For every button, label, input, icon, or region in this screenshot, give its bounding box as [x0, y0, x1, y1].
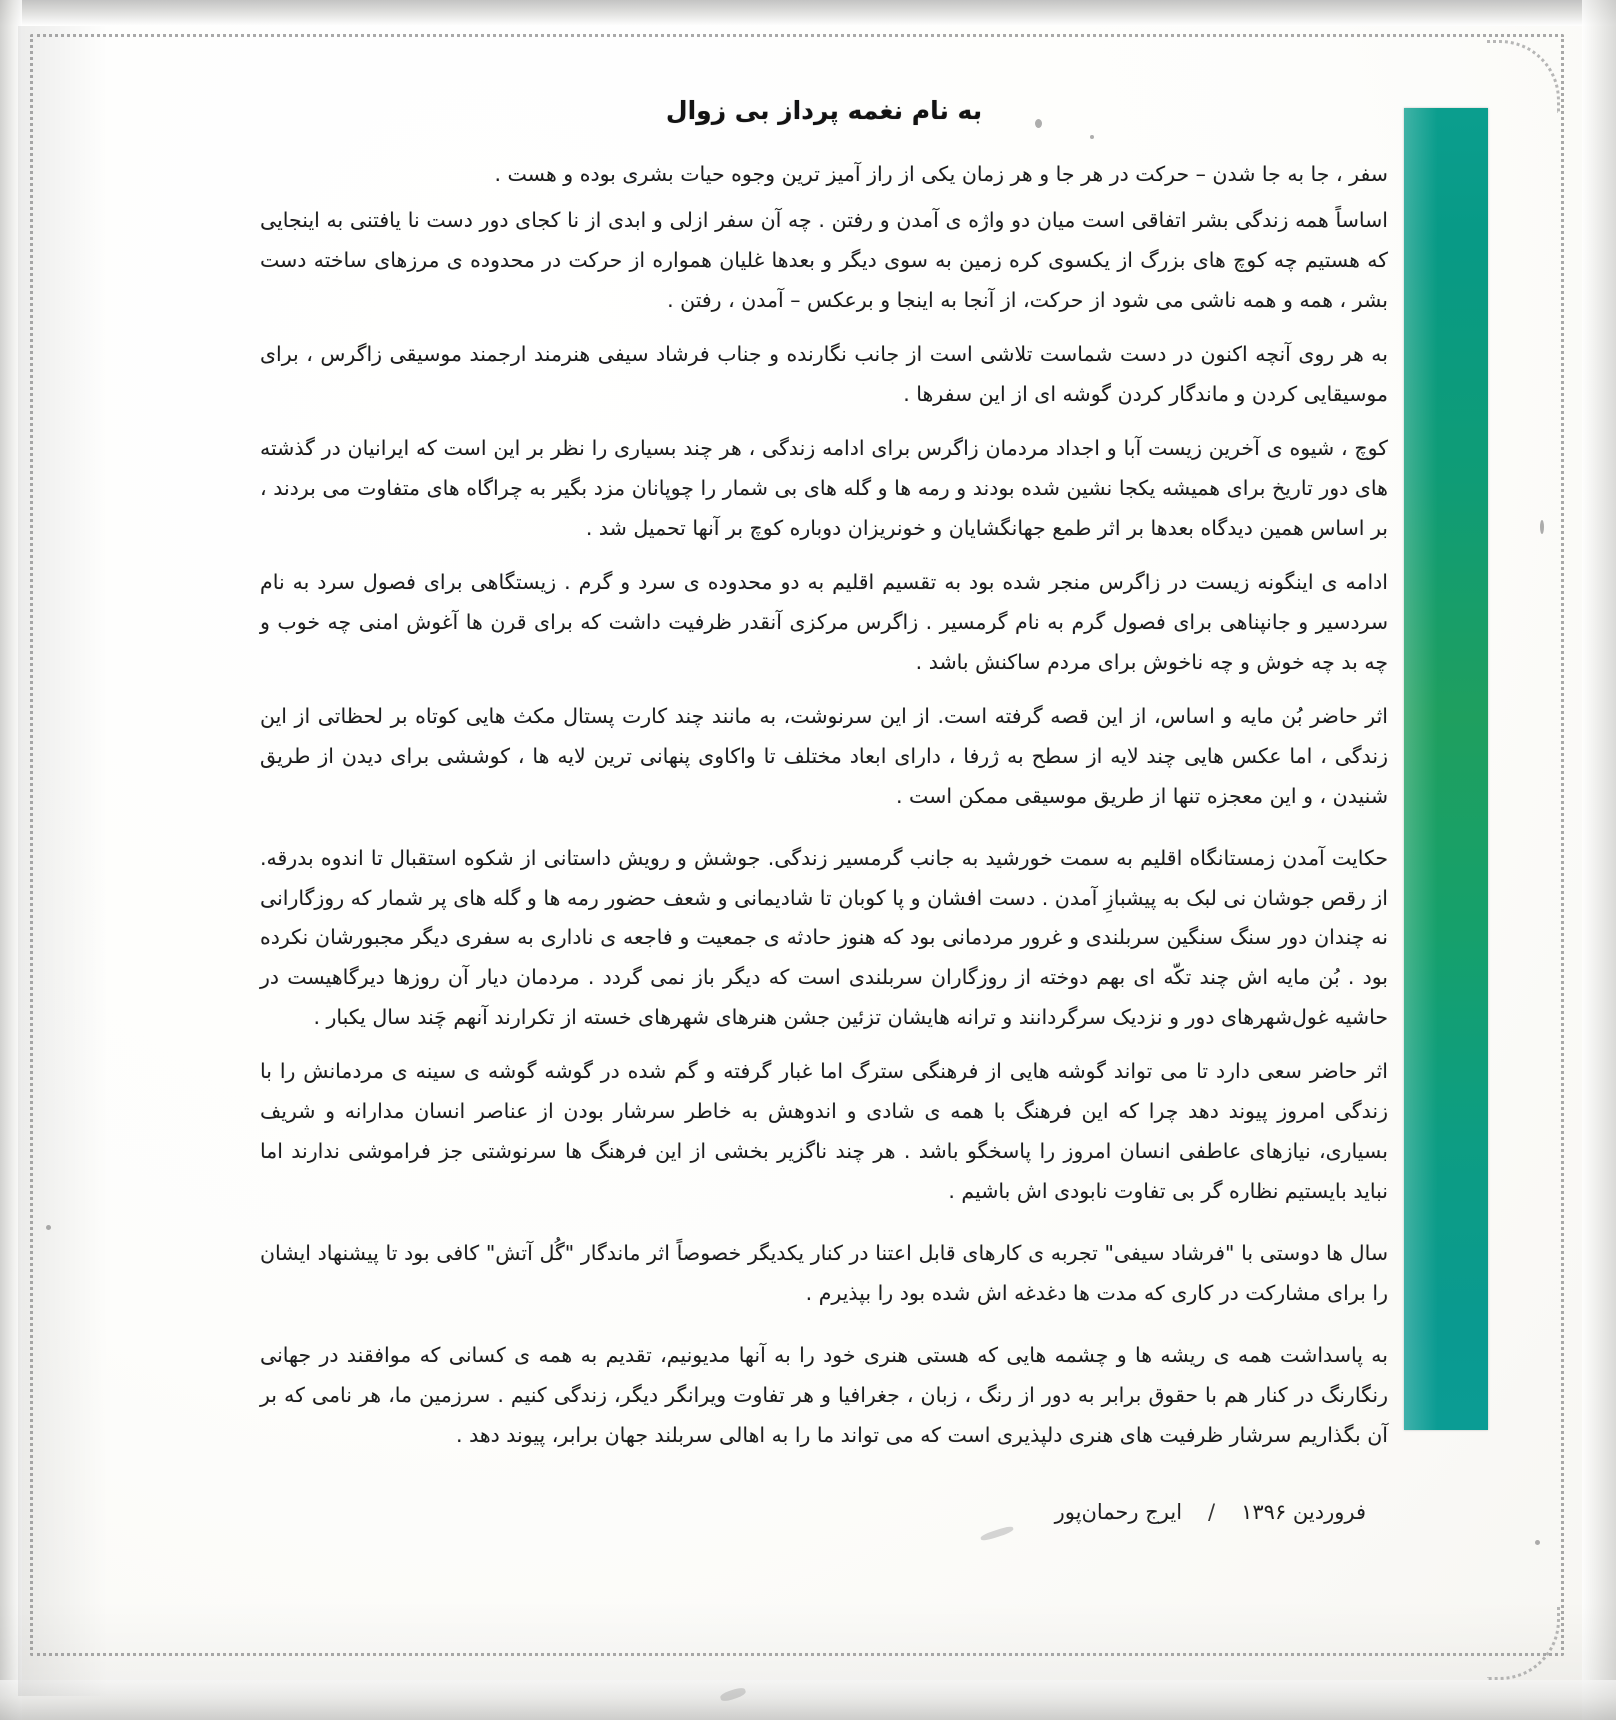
scan-edge-right	[1582, 0, 1616, 1720]
paragraph-7: حکایت آمدن زمستانگاه اقلیم به سمت خورشید به جانب گرمسیر زندگی. جوشش و رویش داستانی از شکوه استقبال تا اندوه بدرقه. از رقص جوشان نی لبک به پیشبازِ آمدن . دست افشان و پا کوبان تا شادیمانی و شعف حضور رمه ها و گله های پر شمار که روزگارانی نه چندان دور سنگ سنگین سربلندی و غرور مردمانی بود که هنوز حادثه ی جمعیت و فاجعه ی ناداری به سفری دیگر مجبورشان نکرده بود . بُن مایه اش چند تکّه ای بهم دوخته از روزگاران سربلندی است که دیگر باز نمی گردد . مردمان دیار آن روزها دیرگاهیست در حاشیه غول‌شهرهای دور و نزدیک سرگردانند و ترانه هایشان تزئین جشن هنرهای شهرهای خسته از تکرارند آنهم چَند سال یکبار .	[260, 845, 1388, 1030]
scan-edge-left	[0, 0, 22, 1720]
paragraph-4: کوچ ، شیوه ی آخرین زیست آبا و اجداد مردمان زاگرس برای ادامه زندگی ، هر چند بسیاری را نظر بر این است که ایرانیان در گذشته های دور تاریخ برای همیشه یکجا نشین شده بودند و رمه ها و گله های بی شمار را چوپانان مزد بگیر به چراگاه های متفاوت می بردند ، بر اساس همین دیدگاه بعدها بر اثر طمع جهانگشایان و خونریزان دوباره کوچ بر آنها تحمیل شد .	[260, 435, 1388, 540]
scan-speck	[1540, 520, 1544, 534]
scan-edge-bottom	[0, 1680, 1616, 1720]
corner-arc-bottom-right	[1487, 1607, 1560, 1680]
paragraph-6: اثر حاضر بُن مایه و اساس، از این قصه گرفته است. از این سرنوشت، به مانند چند کارت پستال مکث هایی کوتاه بر لحظاتی از این زندگی ، اما عکس هایی چند لایه از سطح به ژرفا ، دارای ابعاد مختلف تا واکاوی پنهانی ترین لایه ها ، کوششی برای دیدن از طریق شنیدن ، و این معجزه تنها از طریق موسیقی ممکن است .	[260, 703, 1388, 808]
paragraph-1: سفر ، جا به جا شدن – حرکت در هر جا و هر زمان یکی از راز آمیز ترین وجوه حیات بشری بوده و هست .	[494, 162, 1388, 186]
teal-gradient-bar	[1404, 108, 1488, 1430]
signature-author: ایرج رحمان‌پور	[1054, 1500, 1183, 1524]
paragraph-8: اثر حاضر سعی دارد تا می تواند گوشه هایی از فرهنگی سترگ اما غبار گرفته و گم شده در گوشه گوشه ی سینه ی مردمانش را با زندگی امروز پیوند دهد چرا که این فرهنگ با همه ی شادی و اندوهش به خاطر سرشار بودن از عناصر انسان مدارانه و شریف بسیاری، نیازهای عاطفی انسان امروز را پاسخگو باشد . هر چند ناگزیر بخشی از این فرهنگ ها سرنوشتی جز فراموشی ندارند اما نباید بایستیم نظاره گر بی تفاوت نابودی اش باشیم .	[260, 1059, 1388, 1204]
scan-edge-top	[0, 0, 1616, 26]
scan-speck	[1535, 1540, 1540, 1545]
page-title: به نام نغمه پرداز بی زوال	[665, 96, 983, 125]
document-body	[260, 96, 1388, 1470]
signature-separator: /	[1208, 1500, 1216, 1524]
paragraph-3: به هر روی آنچه اکنون در دست شماست تلاشی است از جانب نگارنده و جناب فرشاد سیفی هنرمند ارجمند موسیقی زاگرس ، برای موسیقایی کردن و ماندگار کردن گوشه ای از این سفرها .	[260, 341, 1388, 406]
scan-speck	[46, 1225, 51, 1230]
paragraph-10: به پاسداشت همه ی ریشه ها و چشمه هایی که هستی هنری خود را به آنها مدیونیم، تقدیم به همه ی کسانی که موافقند در جهانی رنگارنگ در کنار هم با حقوق برابر به دور از رنگ ، زبان ، جغرافیا و هر تفاوت ویرانگر دیگر، زندگی کنیم . سرزمین ما، هر نامی که بر آن بگذاریم سرشار ظرفیت های هنری دلپذیری است که می تواند ما را به اهالی سربلند جهان برابر، پیوند دهد .	[260, 1343, 1388, 1448]
signature-block	[806, 1500, 1366, 1524]
paragraph-2: اساساً همه زندگی بشر اتفاقی است میان دو واژه ی آمدن و رفتن . چه آن سفر ازلی و ابدی از نا کجای دور دست نا یافتنی به اینجایی که هستیم چه کوچ های بزرگ از یکسوی کره زمین به سوی دیگر و بعدها غلیان همواره از حرکت در محدوده ی مرزهای ساخته دست بشر ، همه و همه ناشی می شود از حرکت، از آنجا به اینجا و برعکس – آمدن ، رفتن .	[260, 207, 1388, 312]
paragraph-9: سال ها دوستی با "فرشاد سیفی" تجربه ی کارهای قابل اعتنا در کنار یکدیگر خصوصاً اثر ماندگار "گُل آتش" کافی بود تا پیشنهاد ایشان را برای مشارکت در کاری که مدت ها دغدغه اش شده بود را بپذیرم .	[260, 1241, 1388, 1306]
paragraph-5: ادامه ی اینگونه زیست در زاگرس منجر شده بود به تقسیم اقلیم به دو محدوده ی سرد و گرم . زیستگاهی برای فصول سرد به نام سردسیر و جانپناهی برای فصول گرم به نام گرمسیر . زاگرس مرکزی آنقدر ظرفیت داشت که برای قرن ها آغوش امنی چه خوب و چه بد چه خوش و چه ناخوش برای مردم ساکنش باشد .	[260, 569, 1388, 674]
signature-date: فروردین ۱۳۹۶	[1241, 1500, 1366, 1524]
